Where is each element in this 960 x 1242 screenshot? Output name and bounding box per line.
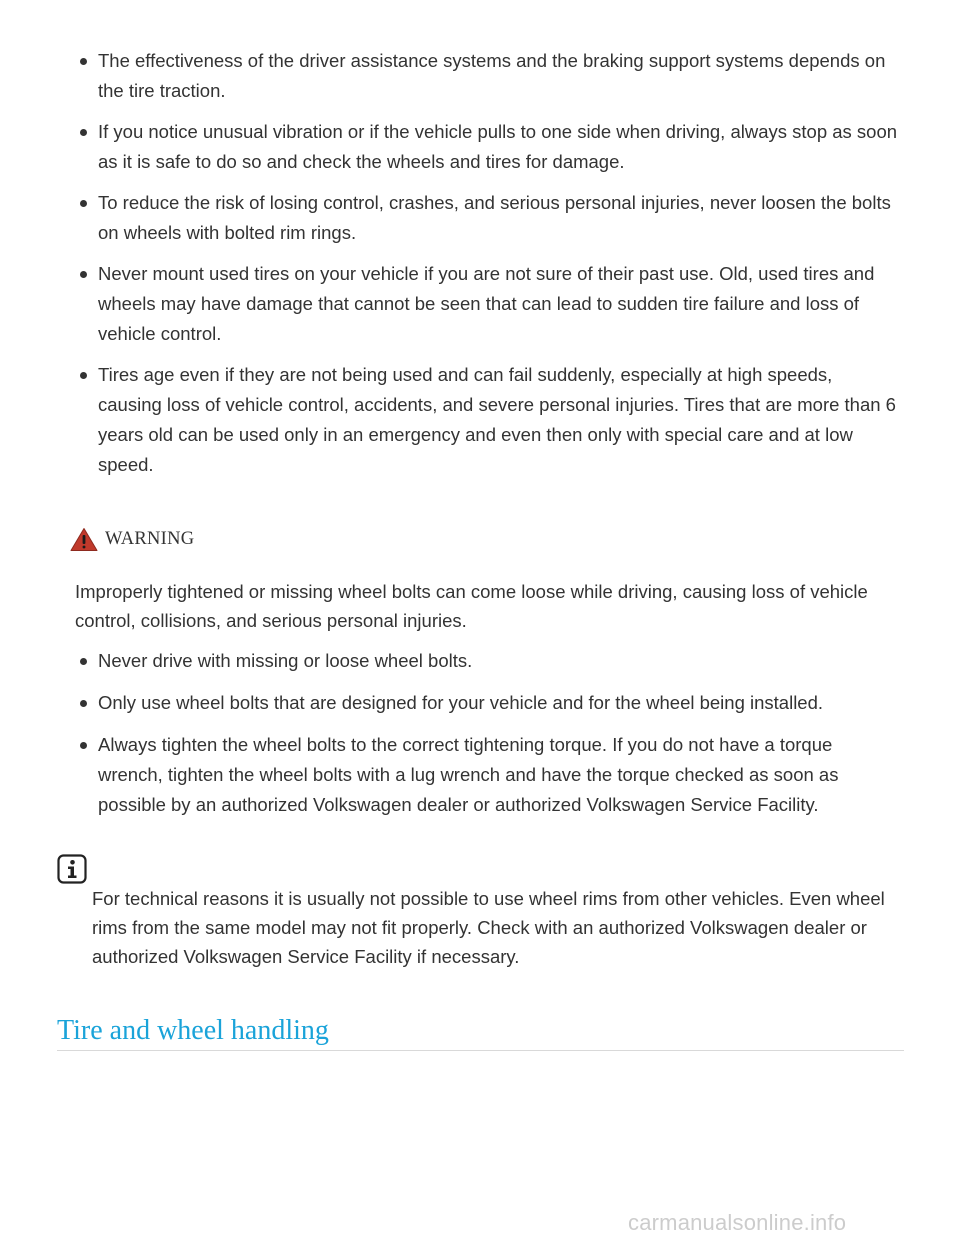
warning-triangle-icon — [70, 527, 98, 552]
warning-text: Improperly tightened or missing wheel bolts can come loose while driving, causing loss of vehicle control, collisions, and serious personal injuries. — [75, 581, 868, 631]
watermark: carmanualsonline.info — [628, 1210, 847, 1235]
bullet-text: Never mount used tires on your vehicle if you are not sure of their past use. Old, used tires and wheels may have damage that cannot be seen that can lead to sudden tire failure and loss of vehicle control. — [98, 263, 875, 344]
section-heading: Tire and wheel handling — [57, 1015, 329, 1046]
warning-header — [70, 527, 194, 552]
bullet-text: If you notice unusual vibration or if the vehicle pulls to one side when driving, always stop as soon as it is safe to do so and check the wheels and tires for damage. — [98, 121, 898, 172]
bullet-dot — [80, 58, 87, 65]
bullet-text: Never drive with missing or loose wheel bolts. — [98, 650, 473, 671]
bullet-text: The effectiveness of the driver assistance systems and the braking support systems depends on the tire traction. — [98, 50, 886, 101]
list-item — [0, 730, 960, 820]
list-item — [0, 646, 960, 676]
list-item — [0, 360, 960, 480]
bullet-dot — [80, 271, 87, 278]
bullet-dot — [80, 658, 87, 665]
bullet-dot — [80, 742, 87, 749]
list-item — [0, 188, 960, 248]
section-divider — [57, 1050, 904, 1051]
bullet-text: To reduce the risk of losing control, crashes, and serious personal injuries, never loosen the bolts on wheels with bolted rim rings. — [98, 192, 891, 243]
bullet-text: Tires age even if they are not being used and can fail suddenly, especially at high speeds, causing loss of vehicle control, accidents, and severe personal injuries. Tires that are more than 6 years old can be used only in an emergency and even then only with special care and at low speed. — [98, 364, 896, 475]
warning-list — [0, 646, 960, 832]
bullet-text: Only use wheel bolts that are designed for your vehicle and for the wheel being installed. — [98, 692, 824, 713]
list-item — [0, 259, 960, 349]
bullet-dot — [80, 372, 87, 379]
bullet-dot — [80, 700, 87, 707]
bullet-text: Always tighten the wheel bolts to the correct tightening torque. If you do not have a torque wrench, tighten the wheel bolts with a lug wrench and have the torque checked as soon as possible by an authorized Volkswagen dealer or authorized Volkswagen Service Facility. — [98, 734, 839, 815]
list-item — [0, 46, 960, 106]
list-item — [0, 117, 960, 177]
warning-label: WARNING — [105, 529, 195, 549]
note-text: For technical reasons it is usually not possible to use wheel rims from other vehicles. Even wheel rims from the same model may not fit properly. Check with an authorized Volkswagen dealer or authorized Volkswagen Service Facility if necessary. — [92, 888, 885, 967]
bullet-dot — [80, 129, 87, 136]
info-icon — [57, 854, 87, 884]
bullet-dot — [80, 200, 87, 207]
tire-safety-list — [0, 46, 960, 491]
list-item — [0, 688, 960, 718]
